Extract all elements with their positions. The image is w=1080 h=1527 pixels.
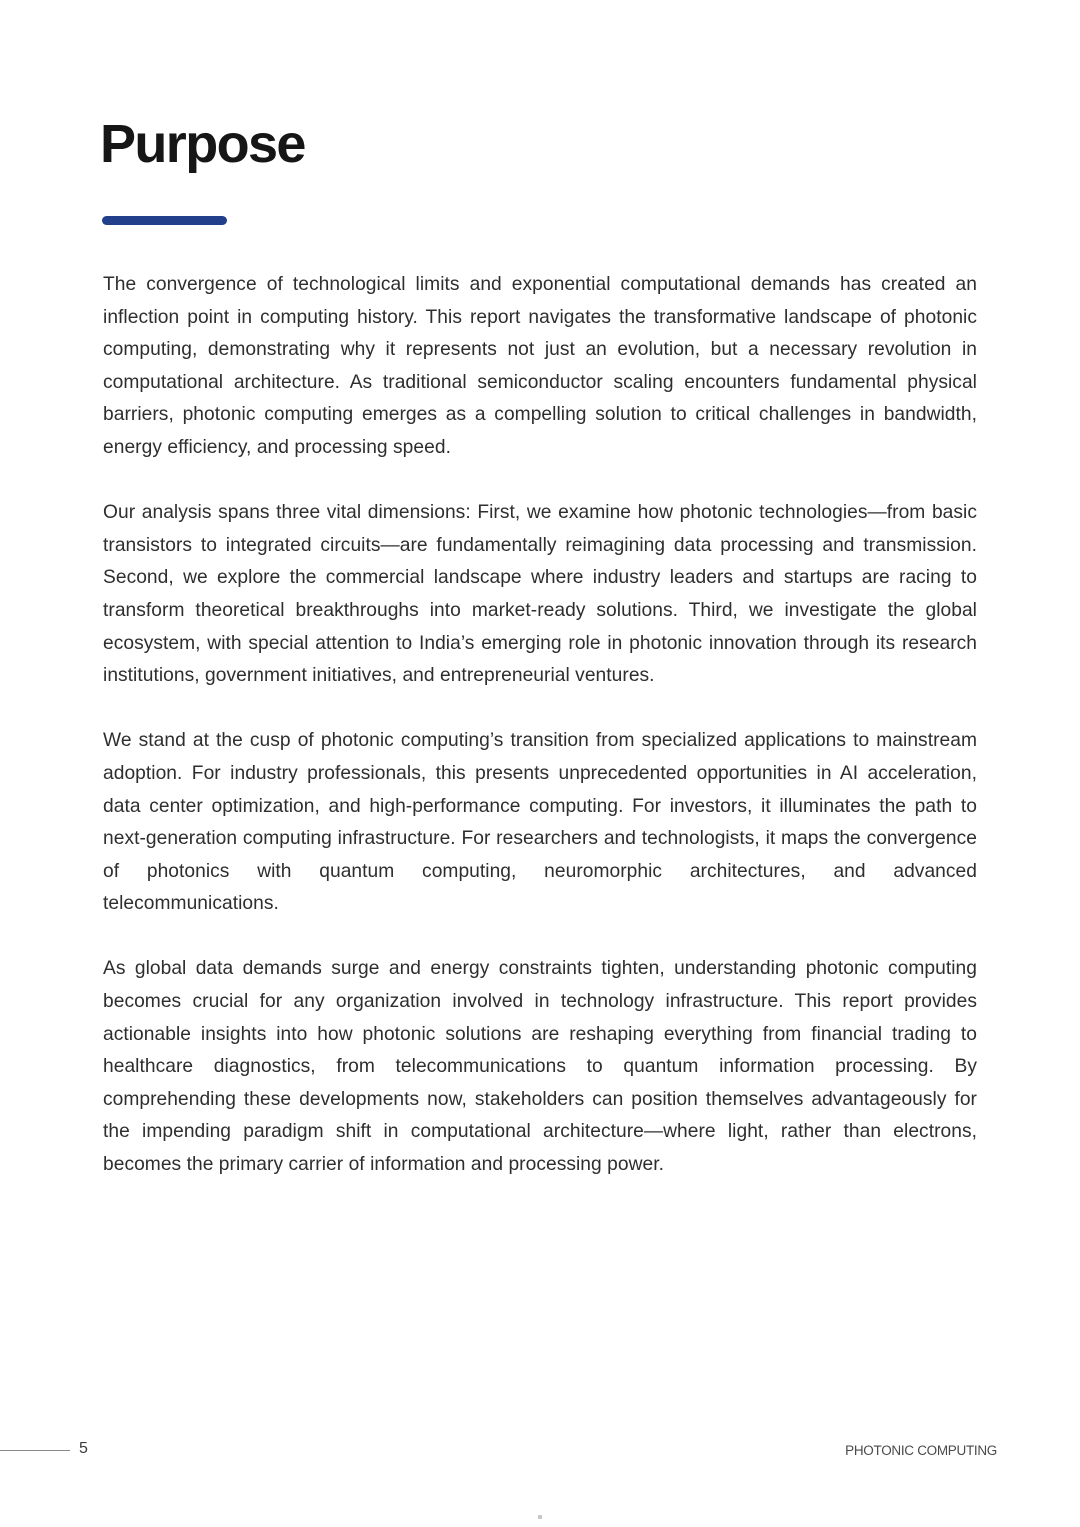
paragraph: As global data demands surge and energy constraints tighten, understanding photonic computing becomes crucial for any organization involved in technology infrastructure. This report provides actionable insights into how photonic solutions are reshaping everything from financial trading to healthcare diagnostics, from telecommunications to quantum information processing. By comprehending these developments now, stakeholders can position themselves advantageously for the impending paradigm shift in computational architecture—where light, rather than electrons, becomes the primary carrier of information and processing power. bbox=[103, 958, 977, 1176]
paragraph: We stand at the cusp of photonic computing’s transition from specialized applications to mainstream adoption. For industry professionals, this presents unprecedented opportunities in AI acceleration, data center optimization, and high-performance computing. For investors, it illuminates the path to next-generation computing infrastructure. For researchers and technologists, it maps the convergence of photonics with quantum computing, neuromorphic architectures, and advanced telecommunications. bbox=[103, 730, 977, 915]
page-number: 5 bbox=[79, 1440, 88, 1457]
footer-rule bbox=[0, 1450, 70, 1451]
paragraph: Our analysis spans three vital dimensions: First, we examine how photonic technologies—from basic transistors to integrated circuits—are fundamentally reimagining data processing and transmission. Second, we explore the commercial landscape where industry leaders and startups are racing to transform theoretical breakthroughs into market-ready solutions. Third, we investigate the global ecosystem, with special attention to India’s emerging role in photonic innovation through its research institutions, government initiatives, and entrepreneurial ventures. bbox=[103, 502, 977, 687]
body-text bbox=[103, 269, 977, 1214]
title-accent-bar bbox=[102, 216, 227, 225]
paragraph: The convergence of technological limits and exponential computational demands has created an inflection point in computing history. This report navigates the transformative landscape of photonic computing, demonstrating why it represents not just an evolution, but a necessary revolution in computational architecture. As traditional semiconductor scaling encounters fundamental physical barriers, photonic computing emerges as a compelling solution to critical challenges in bandwidth, energy efficiency, and processing speed. bbox=[103, 274, 977, 458]
page-title: Purpose bbox=[100, 114, 305, 174]
running-title: PHOTONIC COMPUTING bbox=[845, 1443, 997, 1458]
page-marker bbox=[538, 1515, 542, 1519]
